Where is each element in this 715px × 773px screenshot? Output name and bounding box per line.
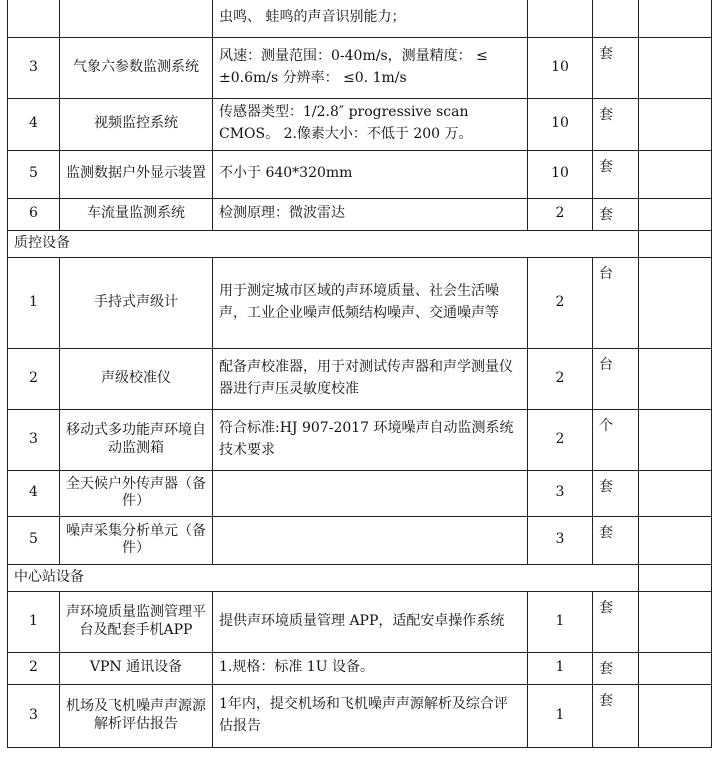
item-spec: 配备声校准器，用于对测试传声器和声学测量仪器进行声压灵敏度校准 <box>213 348 528 409</box>
item-name: 手持式声级计 <box>60 257 213 348</box>
empty-cell <box>639 150 712 198</box>
item-name: 视频监控系统 <box>60 98 213 150</box>
item-spec: 传感器类型：1/2.8″ progressive scan CMOS。 2.像素大小：不低于 200 万。 <box>213 98 528 150</box>
row-number: 1 <box>8 591 60 652</box>
item-unit <box>593 0 639 37</box>
table-row <box>8 652 712 684</box>
table-row <box>8 409 712 470</box>
item-quantity: 3 <box>528 470 593 516</box>
item-spec <box>213 516 528 564</box>
item-name: 移动式多功能声环境自动监测箱 <box>60 409 213 470</box>
empty-cell <box>639 470 712 516</box>
item-unit: 套 <box>593 516 639 564</box>
item-unit: 套 <box>593 150 639 198</box>
item-quantity: 10 <box>528 98 593 150</box>
item-name: 机场及飞机噪声声源源解析评估报告 <box>60 684 213 747</box>
row-number: 4 <box>8 98 60 150</box>
item-quantity: 2 <box>528 257 593 348</box>
table-row <box>8 348 712 409</box>
item-quantity: 10 <box>528 37 593 98</box>
table-row <box>8 0 712 37</box>
item-quantity <box>528 0 593 37</box>
equipment-table <box>7 0 712 748</box>
table-row <box>8 257 712 348</box>
item-name: 噪声采集分析单元（备件） <box>60 516 213 564</box>
row-number <box>8 0 60 37</box>
section-header-row <box>8 230 712 257</box>
empty-cell <box>639 198 712 230</box>
empty-cell <box>639 257 712 348</box>
row-number: 3 <box>8 409 60 470</box>
item-spec: 符合标准:HJ 907-2017 环境噪声自动监测系统技术要求 <box>213 409 528 470</box>
item-unit: 台 <box>593 257 639 348</box>
empty-cell <box>639 98 712 150</box>
item-name: VPN 通讯设备 <box>60 652 213 684</box>
row-number: 5 <box>8 150 60 198</box>
item-quantity: 10 <box>528 150 593 198</box>
table-row <box>8 470 712 516</box>
empty-cell <box>639 516 712 564</box>
empty-cell <box>639 37 712 98</box>
item-name <box>60 0 213 37</box>
item-quantity: 1 <box>528 591 593 652</box>
item-quantity: 2 <box>528 409 593 470</box>
empty-cell <box>639 0 712 37</box>
item-unit: 套 <box>593 37 639 98</box>
item-unit: 套 <box>593 198 639 230</box>
item-name: 车流量监测系统 <box>60 198 213 230</box>
item-spec: 不小于 640*320mm <box>213 150 528 198</box>
table-row <box>8 516 712 564</box>
item-spec: 检测原理：微波雷达 <box>213 198 528 230</box>
row-number: 3 <box>8 684 60 747</box>
item-name: 全天候户外传声器（备件） <box>60 470 213 516</box>
empty-cell <box>639 348 712 409</box>
item-quantity: 2 <box>528 348 593 409</box>
item-name: 声环境质量监测管理平台及配套手机APP <box>60 591 213 652</box>
item-spec: 1.规格：标准 1U 设备。 <box>213 652 528 684</box>
item-unit: 套 <box>593 684 639 747</box>
item-spec: 用于测定城市区域的声环境质量、社会生活噪声，工业企业噪声低频结构噪声、交通噪声等 <box>213 257 528 348</box>
empty-cell <box>639 564 712 591</box>
table-row <box>8 37 712 98</box>
item-name: 气象六参数监测系统 <box>60 37 213 98</box>
table-row <box>8 198 712 230</box>
item-quantity: 1 <box>528 684 593 747</box>
item-spec: 1年内，提交机场和飞机噪声声源解析及综合评估报告 <box>213 684 528 747</box>
section-title: 质控设备 <box>8 230 639 257</box>
item-spec: 风速：测量范围：0-40m/s，测量精度： ≤ ±0.6m/s 分辨率： ≤0. 1m/s <box>213 37 528 98</box>
item-quantity: 1 <box>528 652 593 684</box>
row-number: 6 <box>8 198 60 230</box>
empty-cell <box>639 591 712 652</box>
section-title: 中心站设备 <box>8 564 639 591</box>
item-spec: 虫鸣、 蛙鸣的声音识别能力； <box>213 0 528 37</box>
table-row <box>8 591 712 652</box>
item-quantity: 2 <box>528 198 593 230</box>
row-number: 5 <box>8 516 60 564</box>
row-number: 1 <box>8 257 60 348</box>
item-unit: 套 <box>593 591 639 652</box>
item-unit: 套 <box>593 652 639 684</box>
section-header-row <box>8 564 712 591</box>
item-name: 监测数据户外显示装置 <box>60 150 213 198</box>
item-unit: 台 <box>593 348 639 409</box>
table-row <box>8 684 712 747</box>
empty-cell <box>639 409 712 470</box>
row-number: 2 <box>8 652 60 684</box>
item-unit: 个 <box>593 409 639 470</box>
table-row <box>8 150 712 198</box>
row-number: 4 <box>8 470 60 516</box>
row-number: 3 <box>8 37 60 98</box>
empty-cell <box>639 230 712 257</box>
item-name: 声级校准仪 <box>60 348 213 409</box>
item-quantity: 3 <box>528 516 593 564</box>
item-unit: 套 <box>593 98 639 150</box>
item-spec <box>213 470 528 516</box>
empty-cell <box>639 684 712 747</box>
item-unit: 套 <box>593 470 639 516</box>
empty-cell <box>639 652 712 684</box>
row-number: 2 <box>8 348 60 409</box>
table-row <box>8 98 712 150</box>
item-spec: 提供声环境质量管理 APP，适配安卓操作系统 <box>213 591 528 652</box>
